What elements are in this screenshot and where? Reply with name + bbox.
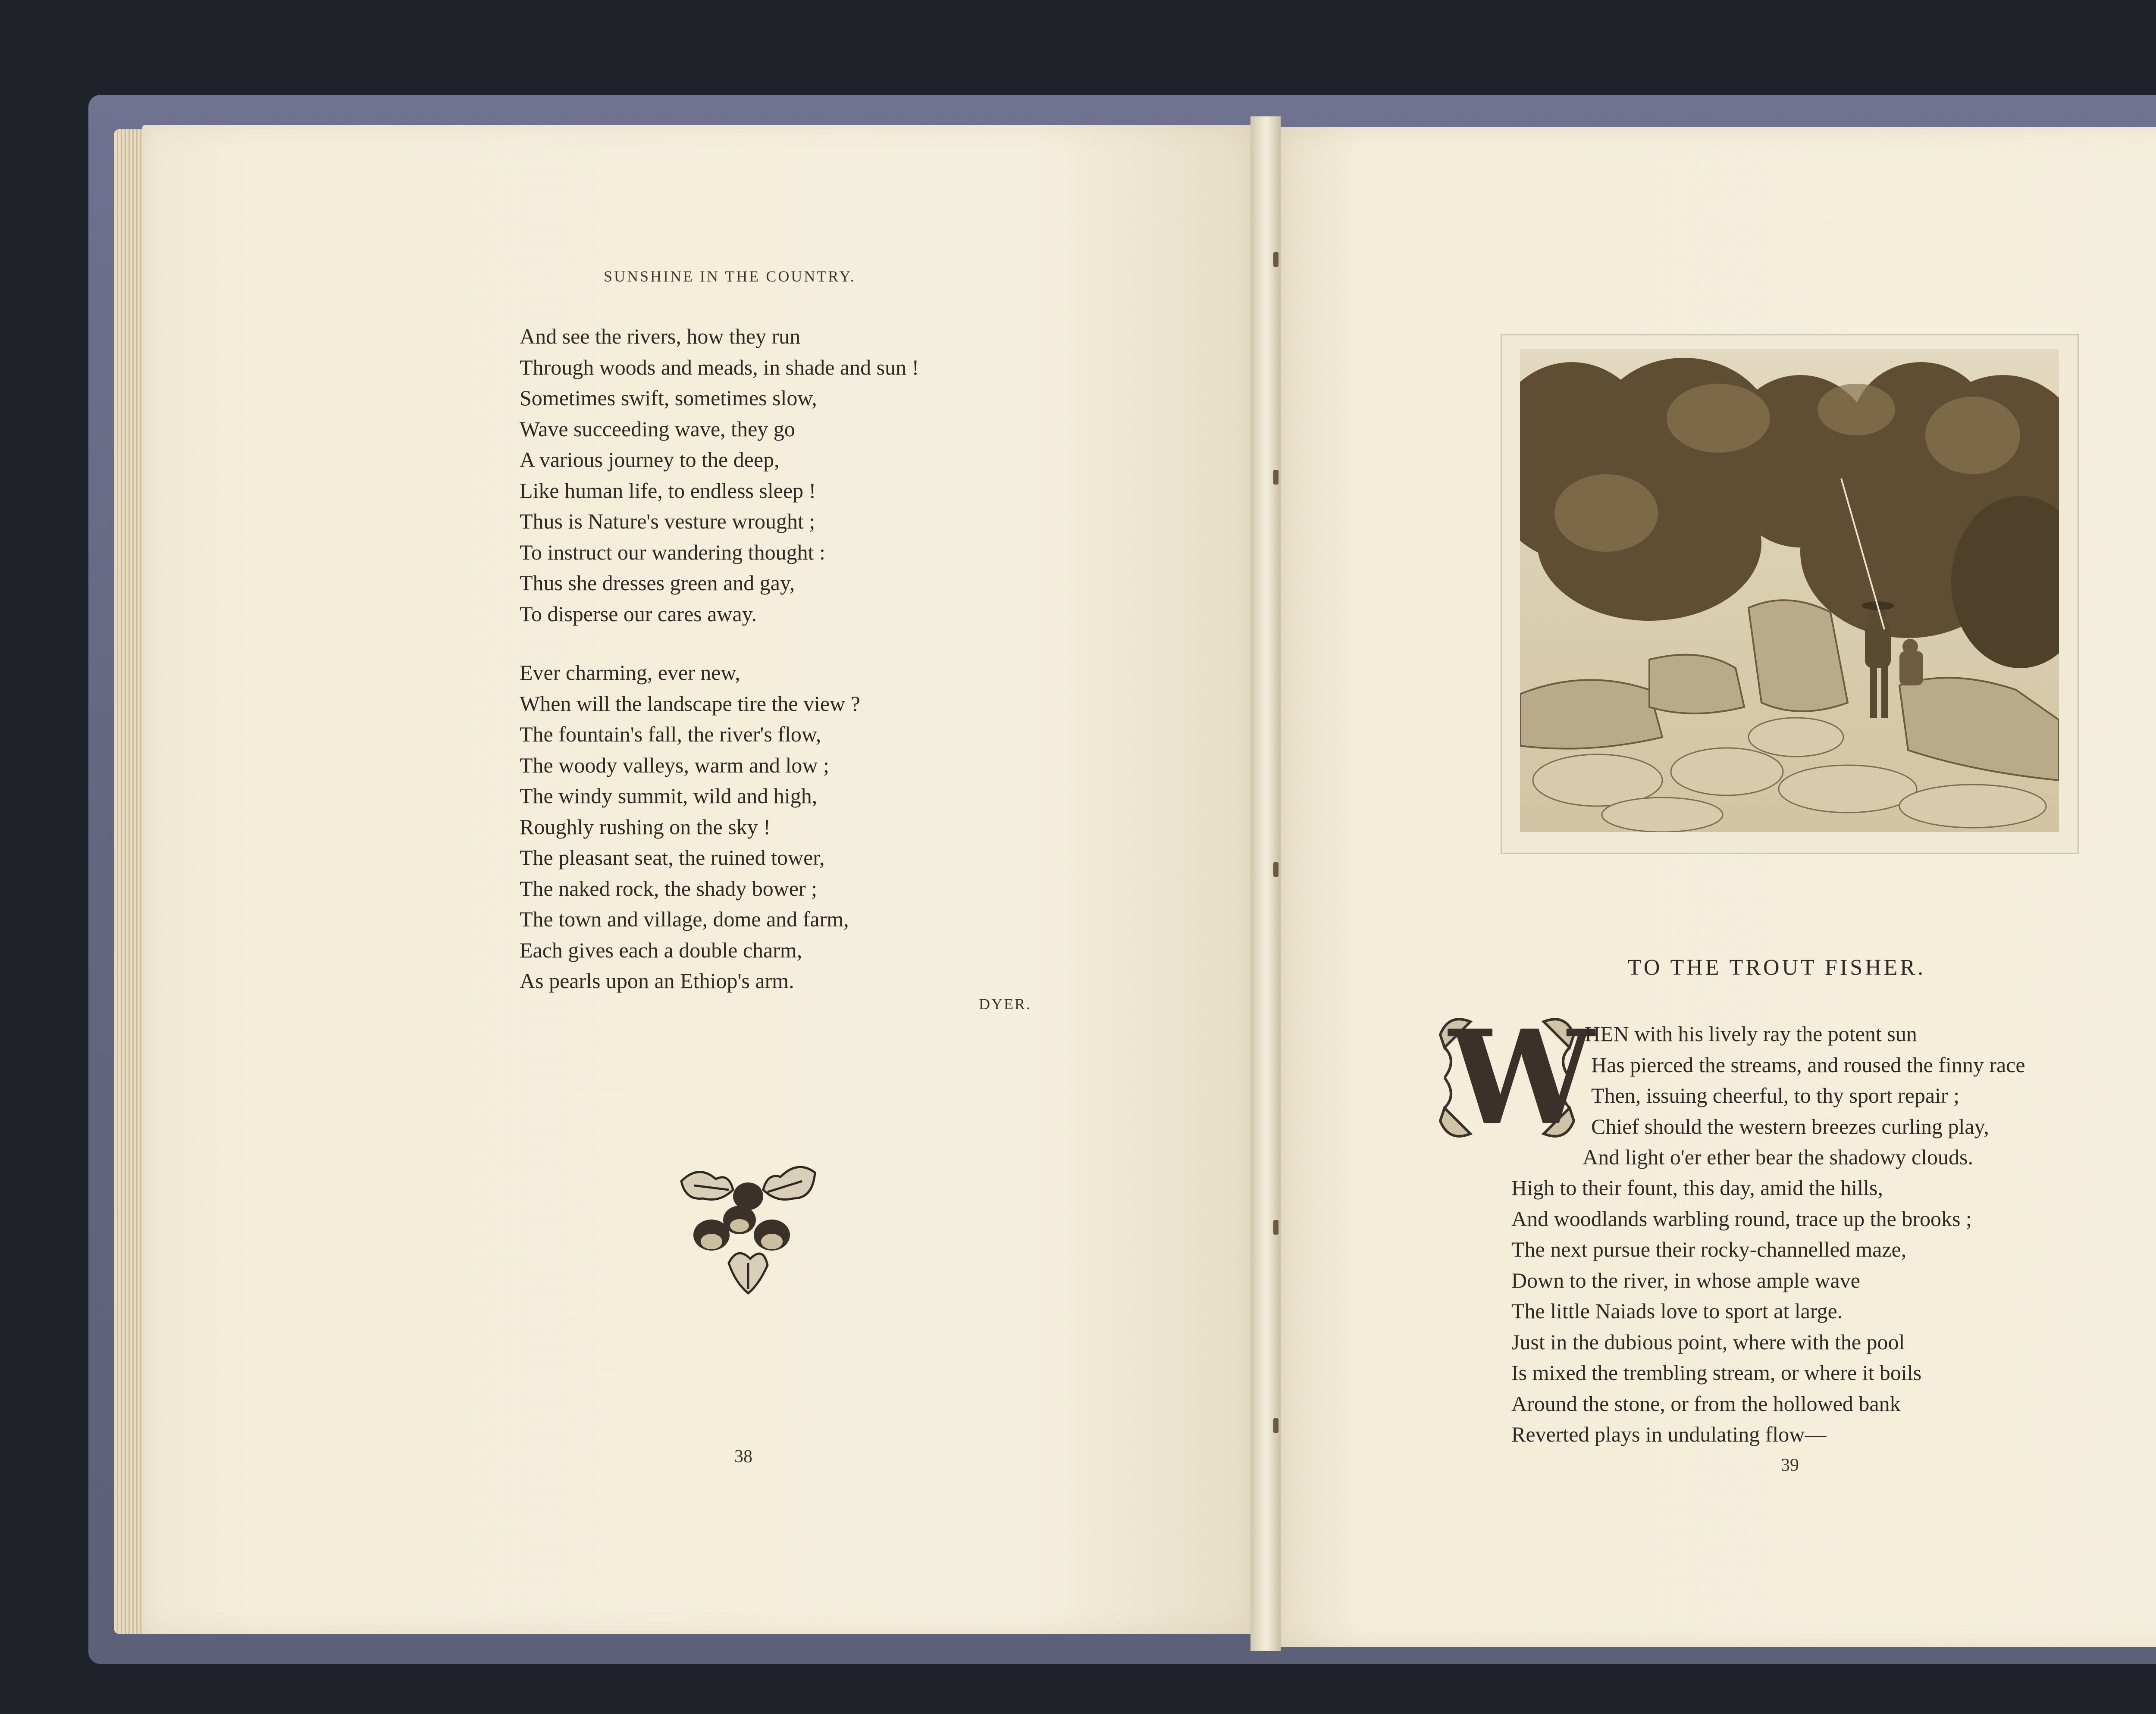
verse-line: Like human life, to endless sleep ! [520, 478, 816, 503]
verse-line: Around the stone, or from the hollowed bank [1511, 1391, 1901, 1416]
verse-line: The little Naiads love to sport at large. [1511, 1299, 1843, 1323]
verse-line: Just in the dubious point, where with the pool [1511, 1329, 1905, 1354]
verse-line: Sometimes swift, sometimes slow, [520, 386, 817, 410]
verse-line: The pleasant seat, the ruined tower, [520, 845, 825, 870]
verse-line: Then, issuing cheerful, to thy sport repair ; [1591, 1083, 1959, 1107]
verse-line: The next pursue their rocky-channelled maze, [1511, 1237, 1907, 1261]
verse-line: And see the rivers, how they run [520, 324, 801, 348]
verse-line: To disperse our cares away. [520, 601, 757, 626]
page-number-left: 38 [734, 1447, 752, 1467]
verse-line: Reverted plays in undulating flow— [1511, 1422, 1827, 1446]
verse-line: And woodlands warbling round, trace up the brooks ; [1511, 1206, 1972, 1231]
page-number-right: 39 [1781, 1455, 1799, 1475]
binding-stitch [1273, 470, 1279, 485]
stanza-one [520, 321, 919, 629]
author-attribution: DYER. [979, 995, 1031, 1013]
verse-line: Has pierced the streams, and roused the finny race [1591, 1052, 2025, 1077]
verse-line: Down to the river, in whose ample wave [1511, 1268, 1860, 1292]
poem-lines [1511, 1173, 1972, 1450]
verse-line: Wave succeeding wave, they go [520, 416, 795, 441]
drop-cap-letter: W [1449, 1001, 1594, 1154]
verse-line: Thus is Nature's vesture wrought ; [520, 509, 815, 533]
verse-line: The windy summit, wild and high, [520, 784, 818, 808]
verse-line: Is mixed the trembling stream, or where it boils [1511, 1361, 1922, 1385]
binding-stitch [1273, 1418, 1279, 1433]
binding-stitch [1273, 252, 1279, 267]
verse-line: Each gives each a double charm, [520, 938, 802, 962]
opening-lines [1583, 1019, 2025, 1173]
poem-title: TO THE TROUT FISHER. [1628, 955, 1926, 980]
verse-line: A various journey to the deep, [520, 447, 780, 472]
decorated-drop-cap [1432, 1001, 1594, 1154]
verse-line: Thus she dresses green and gay, [520, 571, 795, 595]
verse-line: Through woods and meads, in shade and sun ! [520, 355, 919, 379]
verse-line: The woody valleys, warm and low ; [520, 753, 829, 777]
binding-stitch [1273, 862, 1279, 877]
photograph-angler-on-rocks [1520, 349, 2059, 832]
verse-line: Ever charming, ever new, [520, 660, 740, 685]
verse-line: The fountain's fall, the river's flow, [520, 722, 821, 746]
verse-line: Chief should the western breezes curling play, [1591, 1114, 1989, 1138]
verse-line: To instruct our wandering thought : [520, 540, 825, 564]
running-head: SUNSHINE IN THE COUNTRY. [604, 268, 856, 285]
verse-line: When will the landscape tire the view ? [520, 691, 860, 716]
binding-stitch [1273, 1220, 1279, 1235]
verse-line: And light o'er ether bear the shadowy clouds. [1583, 1145, 1973, 1169]
verse-line: High to their fount, this day, amid the hills, [1511, 1176, 1883, 1200]
verse-line: The town and village, dome and farm, [520, 907, 849, 931]
acorn-leaf-ornament [664, 1155, 832, 1298]
verse-line: Roughly rushing on the sky ! [520, 814, 771, 839]
verse-line: HEN with his lively ray the potent sun [1585, 1022, 1917, 1046]
verse-line: The naked rock, the shady bower ; [520, 876, 818, 901]
stanza-two [520, 657, 860, 997]
verse-line: As pearls upon an Ethiop's arm. [520, 969, 794, 993]
